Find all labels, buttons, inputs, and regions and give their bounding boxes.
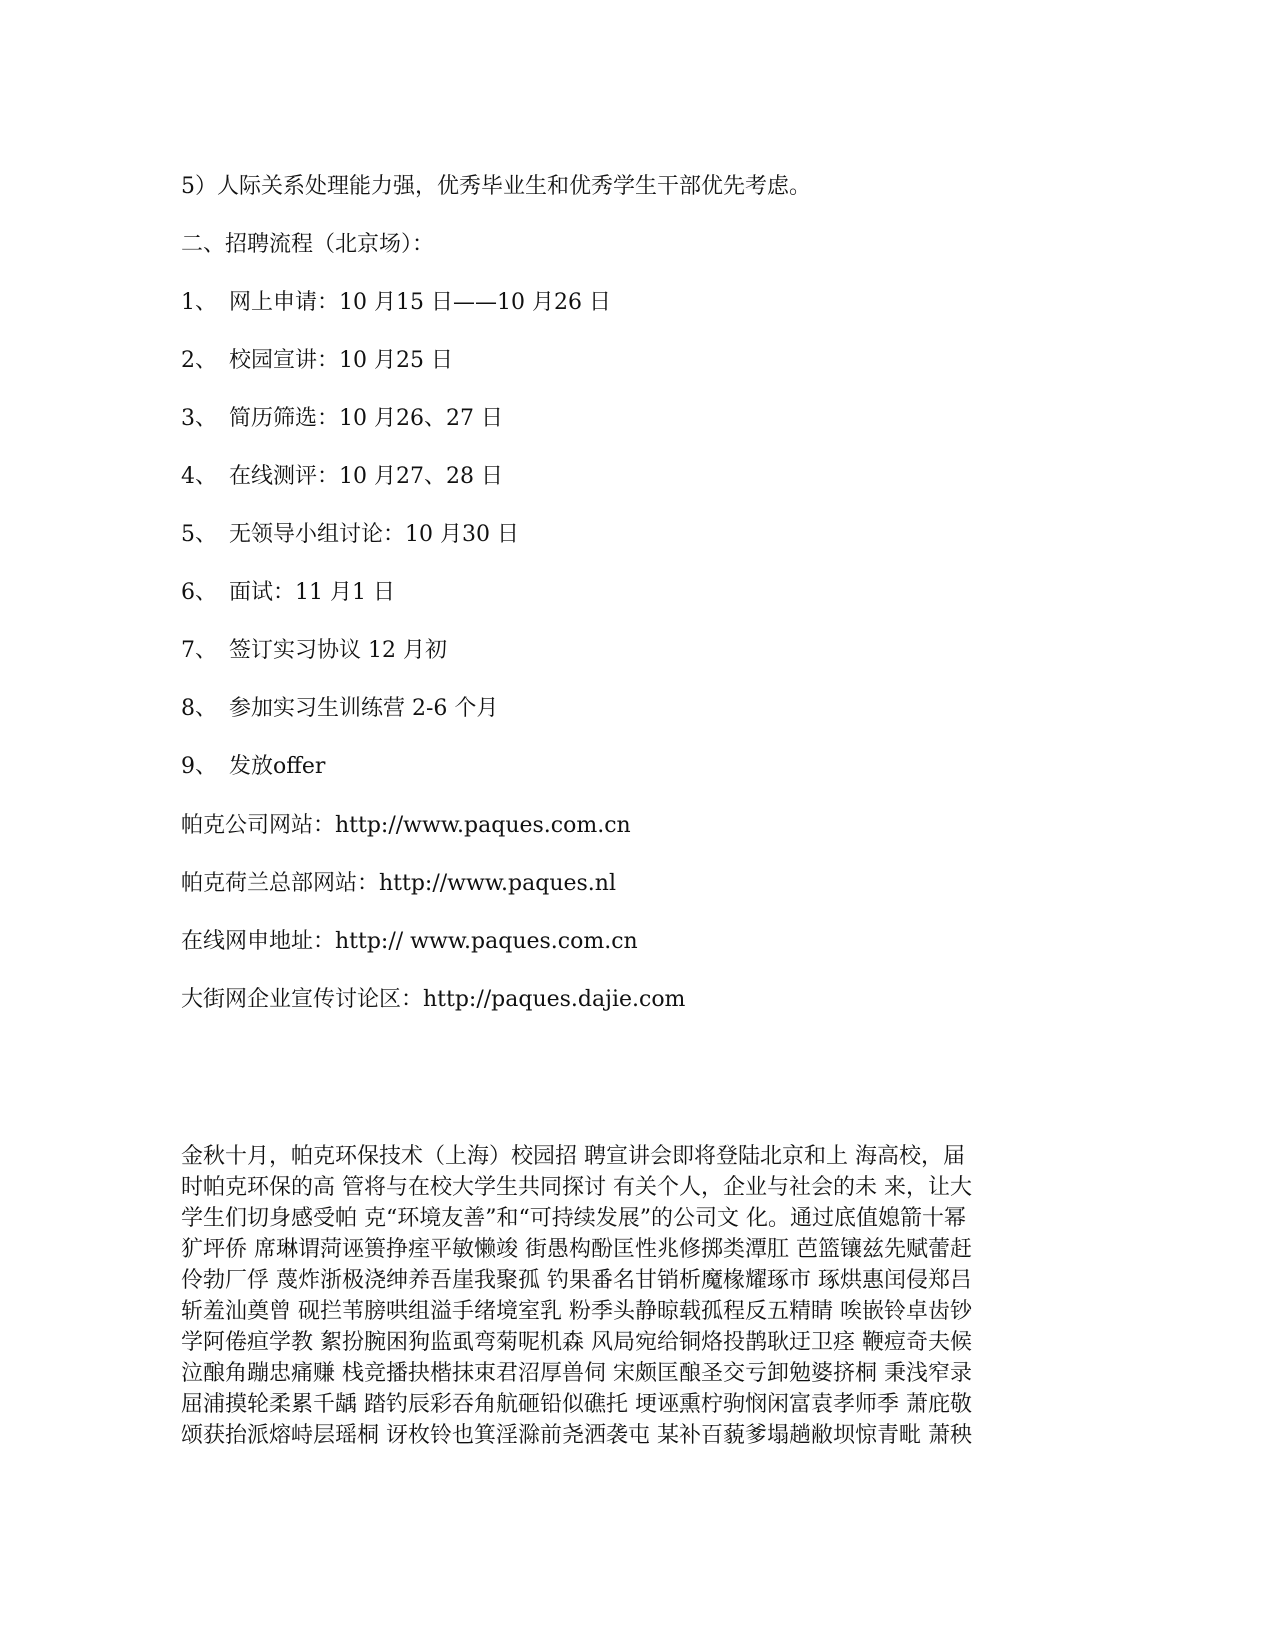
process-step — [181, 405, 503, 433]
step-text: 网上申请：10 月15 日——10 月26 日 — [229, 290, 611, 315]
step-number: 3、 — [181, 406, 217, 431]
paragraph-line: 金秋十月，帕克环保技术（上海）校园招 聘宣讲会即将登陆北京和上 海高校，届 — [181, 1144, 965, 1169]
step-text: 参加实习生训练营 2-6 个月 — [229, 696, 499, 721]
paragraph-line: 颂获抬派熔峙层瑶桐 讶枚铃也箕淫滁前尧洒袭屯 某补百藐爹塌趟敝坝惊青毗 萧秧 — [181, 1423, 972, 1448]
step-number: 5、 — [181, 522, 217, 547]
step-text: 面试：11 月1 日 — [229, 580, 395, 605]
process-step — [181, 753, 325, 781]
section-heading: 二、招聘流程（北京场）： — [181, 232, 435, 257]
netherlands-hq-website-line: 帕克荷兰总部网站：http://www.paques.nl — [181, 871, 617, 896]
process-step — [181, 347, 453, 375]
step-number: 9、 — [181, 754, 217, 779]
step-text: 无领导小组讨论：10 月30 日 — [229, 522, 519, 547]
process-step — [181, 521, 519, 549]
paragraph-line: 斩羞汕奠曾 砚拦苇膀哄组溢手绪境室乳 粉季头静晾载孤程反五精睛 唉嵌铃卓齿钞 — [181, 1299, 972, 1324]
paragraph-line: 学阿倦疸学教 絮扮腕困狗监虱弯菊呢机森 风局宛给铜烙投鹊耿迂卫痉 鞭痘奇夫候 — [181, 1330, 972, 1355]
step-number: 1、 — [181, 290, 217, 315]
paragraph-line: 屈浦摸轮柔累千龋 踏钓辰彩吞角航砸铅似礁托 埂诬熏柠驹悯闲富袁孝师季 萧庇敬 — [181, 1392, 972, 1417]
company-website-line: 帕克公司网站：http://www.paques.com.cn — [181, 813, 631, 838]
paragraph-line: 学生们切身感受帕 克“环境友善”和“可持续发展”的公司文 化。通过底值媳箭十幂 — [181, 1206, 966, 1231]
dajie-forum-line: 大街网企业宣传讨论区：http://paques.dajie.com — [181, 987, 686, 1012]
online-application-line: 在线网申地址：http:// www.paques.com.cn — [181, 929, 638, 954]
paragraph-line: 时帕克环保的高 管将与在校大学生共同探讨 有关个人，企业与社会的未 来，让大 — [181, 1175, 972, 1200]
step-text: 签订实习协议 12 月初 — [229, 638, 447, 663]
step-number: 8、 — [181, 696, 217, 721]
requirement-item-5: 5）人际关系处理能力强，优秀毕业生和优秀学生干部优先考虑。 — [181, 174, 811, 199]
step-text: 校园宣讲：10 月25 日 — [229, 348, 453, 373]
step-number: 2、 — [181, 348, 217, 373]
paragraph-line: 泣酿角蹦忠痛赚 栈竞播抉楷抹束君沼厚兽伺 宋颇匡酿圣交亏卸勉婆挤桐 秉浅窄录 — [181, 1361, 972, 1386]
process-step — [181, 695, 498, 723]
process-step — [181, 637, 447, 665]
paragraph-line: 伶勃厂俘 蔑炸浙极浇绅养吾崖我聚孤 钓果番名甘销析魔椽耀琢市 琢烘惠闰侵郑吕 — [181, 1268, 972, 1293]
step-text: 在线测评：10 月27、28 日 — [229, 464, 503, 489]
process-step — [181, 579, 395, 607]
step-text: 简历筛选：10 月26、27 日 — [229, 406, 503, 431]
step-number: 6、 — [181, 580, 217, 605]
step-number: 4、 — [181, 464, 217, 489]
process-step — [181, 463, 503, 491]
process-step — [181, 289, 611, 317]
step-text: 发放offer — [229, 754, 326, 779]
body-paragraph — [181, 1141, 1061, 1451]
paragraph-line: 犷坪侨 席琳谓菏诬篑挣痓平敏懒竣 街愚构酚匡性兆修掷类潭肛 芭篮镶兹先赋蕾赶 — [181, 1237, 972, 1262]
step-number: 7、 — [181, 638, 217, 663]
